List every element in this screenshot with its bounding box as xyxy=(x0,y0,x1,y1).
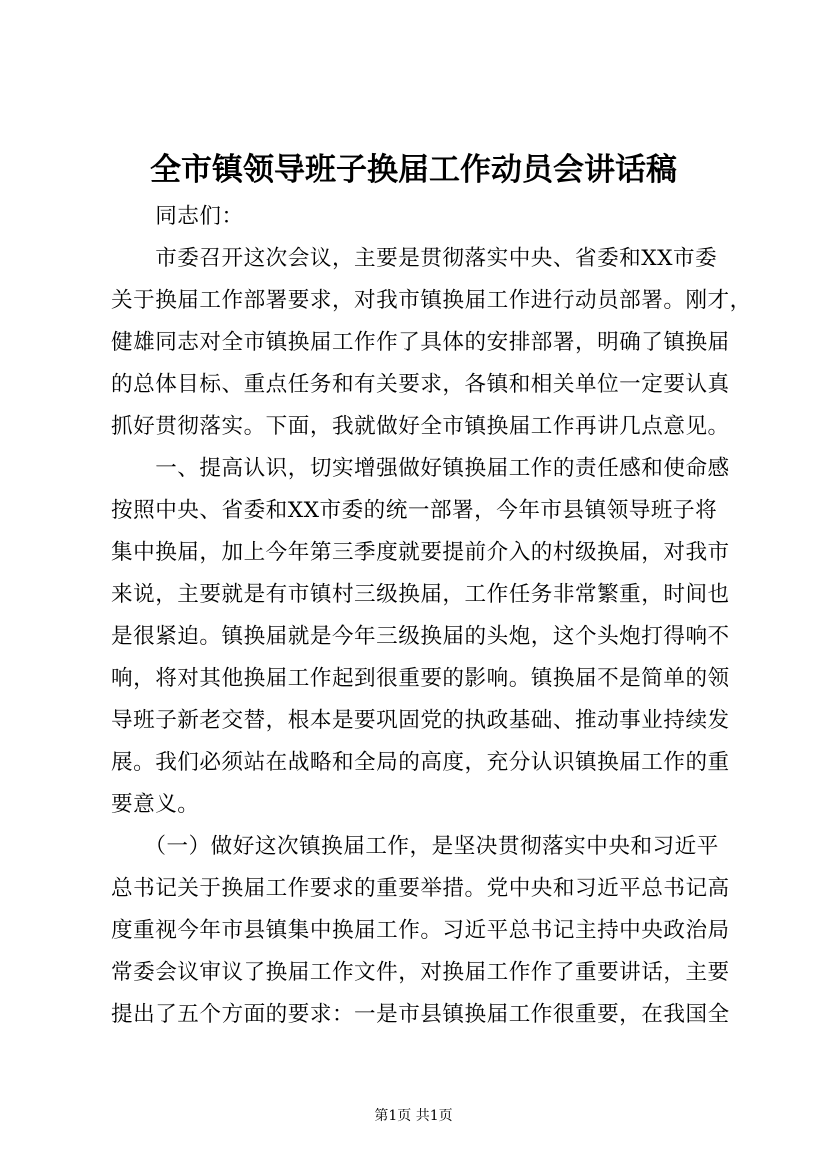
body-line: 常委会议审议了换届工作文件，对换届工作作了重要讲话，主要 xyxy=(111,960,730,985)
body-line: 导班子新老交替，根本是要巩固党的执政基础、推动事业持续发 xyxy=(111,708,730,733)
body-line: 总书记关于换届工作要求的重要举措。党中央和习近平总书记高 xyxy=(111,876,730,901)
body-line: 的总体目标、重点任务和有关要求，各镇和相关单位一定要认真 xyxy=(111,372,730,397)
body-line: 一、提高认识，切实增强做好镇换届工作的责任感和使命感 xyxy=(111,456,730,481)
body-line: 来说，主要就是有市镇村三级换届，工作任务非常繁重，时间也 xyxy=(111,582,730,607)
body-line: 响，将对其他换届工作起到很重要的影响。镇换届不是简单的领 xyxy=(111,666,730,691)
body-line: 度重视今年市县镇集中换届工作。习近平总书记主持中央政治局 xyxy=(111,918,730,943)
body-line: 抓好贯彻落实。下面，我就做好全市镇换届工作再讲几点意见。 xyxy=(111,414,730,439)
body-line: 健雄同志对全市镇换届工作作了具体的安排部署，明确了镇换届 xyxy=(111,330,730,355)
body-line: 展。我们必须站在战略和全局的高度，充分认识镇换届工作的重 xyxy=(111,750,730,775)
body-line: 要意义。 xyxy=(111,792,200,817)
body-line: 关于换届工作部署要求，对我市镇换届工作进行动员部署。刚才， xyxy=(111,288,752,313)
page-footer: 第1页 共1页 xyxy=(374,1108,453,1124)
body-line: 是很紧迫。镇换届就是今年三级换届的头炮，这个头炮打得响不 xyxy=(111,624,730,649)
body-line: 集中换届，加上今年第三季度就要提前介入的村级换届，对我市 xyxy=(111,540,730,565)
body-line: 市委召开这次会议，主要是贯彻落实中央、省委和XX市委 xyxy=(111,246,718,271)
body-line: （一）做好这次镇换届工作，是坚决贯彻落实中央和习近平 xyxy=(111,834,719,859)
body-line: 按照中央、省委和XX市委的统一部署，今年市县镇领导班子将 xyxy=(111,498,718,523)
body-line: 同志们： xyxy=(111,204,244,229)
document-title: 全市镇领导班子换届工作动员会讲话稿 xyxy=(150,152,677,188)
body-line: 提出了五个方面的要求：一是市县镇换届工作很重要，在我国全 xyxy=(111,1002,730,1027)
